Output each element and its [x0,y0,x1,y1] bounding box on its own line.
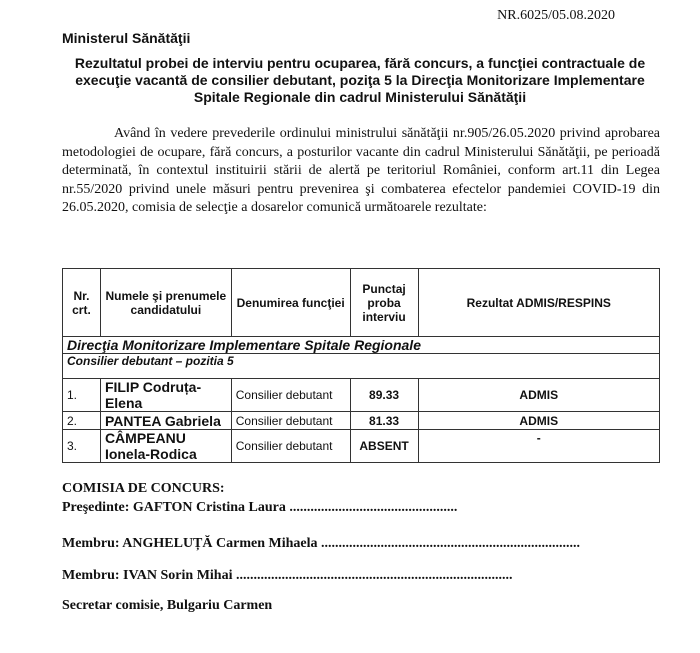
committee-heading: COMISIA DE CONCURS: [62,481,225,496]
cell-result: - [418,430,659,463]
table-row [63,412,660,430]
header-score: Punctaj proba interviu [350,269,418,337]
header-result: Rezultat ADMIS/RESPINS [418,269,659,337]
cell-result: ADMIS [418,412,659,430]
cell-nr: 1. [63,379,101,412]
results-table [62,268,660,463]
committee-member-1: Membru: ANGHELUȚĂ Carmen Mihaela .......................................................................... [62,536,580,551]
cell-name: FILIP Codruța-Elena [100,379,231,412]
header-nr: Nr. crt. [63,269,101,337]
position-label: Consilier debutant – pozitia 5 [63,354,660,379]
intro-text: Având în vedere prevederile ordinului ministrului sănătăţii nr.905/26.05.2020 privind aprobarea metodologiei de ocupare, fără concurs, a posturilor vacante din cadrul Ministerului Sănătăţii, pe perioadă determinată, în contextul instituirii stării de alertă pe teritoriul României, conform art.11 din Legea nr.55/2020 privind unele măsuri pentru prevenirea şi combaterea efectelor pandemiei COVID-19 din 26.05.2020, comisia de selecţie a dosarelor comunică următoarele rezultate: [62,126,660,215]
ministry-name: Ministerul Sănătăţii [62,30,191,46]
cell-nr: 3. [63,430,101,463]
cell-name: CÂMPEANU Ionela-Rodica [100,430,231,463]
table-row [63,379,660,412]
table-row [63,430,660,463]
intro-paragraph [62,125,660,218]
header-function: Denumirea funcţiei [231,269,350,337]
cell-function: Consilier debutant [231,430,350,463]
cell-function: Consilier debutant [231,379,350,412]
cell-score: 89.33 [350,379,418,412]
table-header-row [63,269,660,337]
directorate-row [63,337,660,354]
cell-score: 81.33 [350,412,418,430]
position-row [63,354,660,379]
committee-secretary: Secretar comisie, Bulgariu Carmen [62,598,273,613]
document-number: NR.6025/05.08.2020 [497,8,615,23]
header-name: Numele şi prenumele candidatului [100,269,231,337]
committee-president: Preşedinte: GAFTON Cristina Laura ................................................ [62,500,458,515]
directorate-label: Direcţia Monitorizare Implementare Spitale Regionale [63,337,660,354]
document-title: Rezultatul probei de interviu pentru ocuparea, fără concurs, a funcţiei contractuale de execuţie vacantă de consilier debutant, poziţa 5 la Direcţia Monitorizare Implementare Spitale Regionale din cadrul Ministerului Sănătăţii [74,55,646,105]
committee-member-2: Membru: IVAN Sorin Mihai ............................................................................... [62,568,513,583]
cell-nr: 2. [63,412,101,430]
cell-score: ABSENT [350,430,418,463]
cell-result: ADMIS [418,379,659,412]
cell-name: PANTEA Gabriela [100,412,231,430]
cell-function: Consilier debutant [231,412,350,430]
